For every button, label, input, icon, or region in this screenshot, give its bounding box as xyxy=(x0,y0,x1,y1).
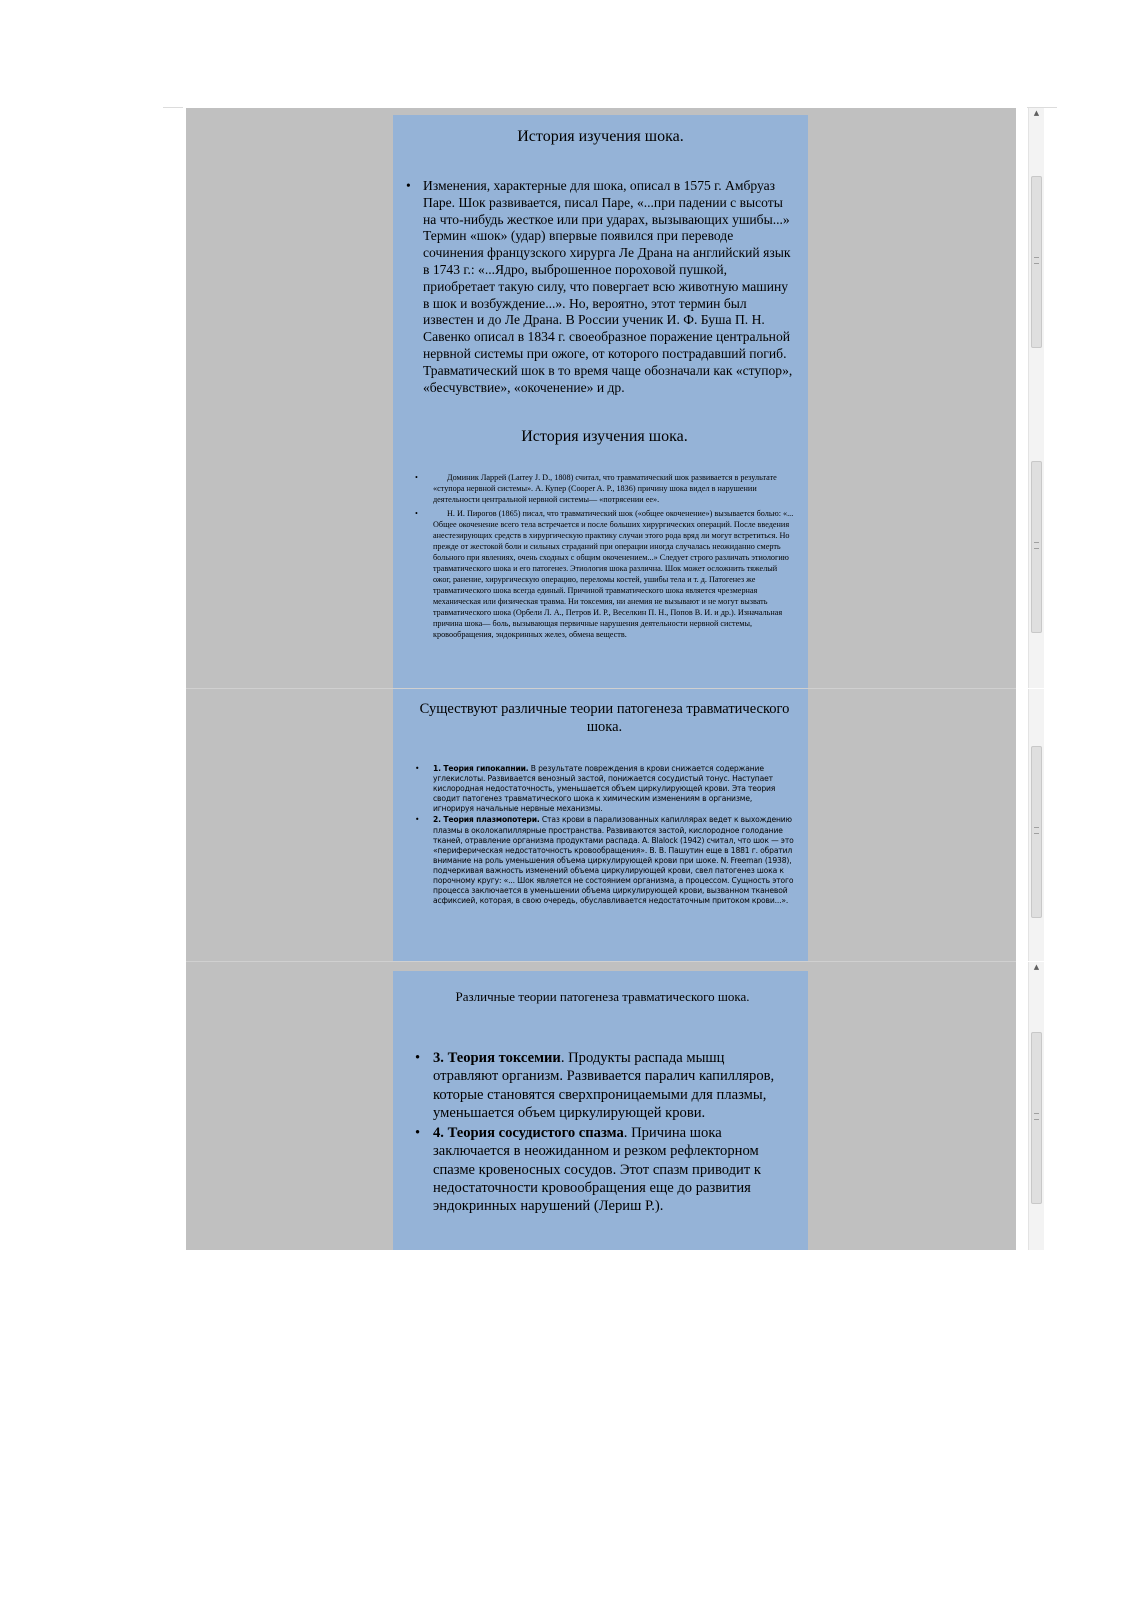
bullet-icon: • xyxy=(415,473,418,482)
bullet-icon: • xyxy=(415,1050,421,1066)
bullet-text: Стаз крови в парализованных капиллярах ведет к выхождению плазмы в околокапиллярные пространства. Развиваются застой, кислородное голодание тканей, отравление организма продуктами распада. A. Blalock (1942) считал, что шок — это «периферическая недостаточность кровообращения». В. В. Пашутин еще в 1881 г. обратил внимание на роль уменьшения объема циркулирующей крови при шоке. N. Freeman (1938), подчеркивая важность изменений объема циркулирующей крови, свел патогенез шока к порочному кругу: «... Шок является не состоянием организма, а процессом. Сущность этого процесса заключается в уменьшении объема циркулирующей крови, вызванном тканевой асфиксией, которая, в свою очередь, обуславливается недостаточным притоком крови...». xyxy=(433,815,794,906)
slide-4 xyxy=(393,971,808,1250)
list-item xyxy=(415,815,794,906)
page-edge-line xyxy=(163,107,183,108)
slide-band xyxy=(186,108,1016,688)
bullet-list xyxy=(415,764,794,906)
bullet-text: . Причина шока заключается в неожиданном и резком рефлекторном спазме кровеносных сосудов. Этот спазм приводит к недостаточности кровообращения еще до развития эндокринных нарушений (Лериш Р.). xyxy=(433,1125,761,1215)
slide-title: История изучения шока. xyxy=(521,428,688,445)
grip-icon xyxy=(1034,257,1039,264)
bullet-text: В результате повреждения в крови снижается содержание углекислоты. Развивается венозный застой, понижается сосудистый тонус. Наступает кислородная недостаточность, уменьшается объем циркулирующей крови. Эта теория сводит патогенез травматического шока к химическим изменениям в организме, игнорируя начальные нервные механизмы. xyxy=(433,764,776,814)
scroll-up-icon[interactable]: ▲ xyxy=(1033,963,1040,971)
scrollbar[interactable] xyxy=(1028,962,1044,1250)
grip-icon xyxy=(1034,827,1039,834)
scroll-thumb[interactable] xyxy=(1031,746,1042,918)
bullet-text: Изменения, характерные для шока, описал в 1575 г. Амбруаз Паре. Шок развивается, писал Паре, «...при падении с высоты на что-нибудь жесткое или при ударах, вызывающих ушибы...» Термин «шок» (удар) впервые появился при переводе сочинения французского хирурга Ле Драна на английский язык в 1743 г.: «...Ядро, выброшенное пороховой пушкой, приобретает такую силу, что повергает всю животную машину в шок и возбуждение...». Но, вероятно, этот термин был известен и до Ле Драна. В России ученик И. Ф. Буша П. Н. Савенко описал в 1834 г. своеобразное поражение центральной нервной системы при ожоге, от которого пострадавший погиб. Травматический шок в то время чаще обозначали как «ступор», «бесчувствие», «окоченение» и др. xyxy=(423,178,793,395)
bullet-text: . Продукты распада мышц отравляют организм. Развивается паралич капилляров, которые становятся сверхпроницаемыми для плазмы, уменьшается объем циркулирующей крови. xyxy=(433,1050,775,1121)
list-item xyxy=(415,508,794,640)
scrollbar[interactable] xyxy=(1028,108,1044,688)
bullet-list xyxy=(406,178,795,396)
bullet-icon: • xyxy=(415,815,420,825)
scrollbar[interactable] xyxy=(1028,689,1044,961)
bullet-icon: • xyxy=(406,178,411,193)
slide-title: История изучения шока. xyxy=(517,128,684,145)
scroll-thumb[interactable] xyxy=(1031,176,1042,348)
bullet-icon: • xyxy=(415,764,420,773)
slide-band xyxy=(186,962,1016,1250)
bullet-list xyxy=(415,472,794,640)
slide-title: Различные теории патогенеза травматического шока. xyxy=(455,989,750,1004)
slide-2 xyxy=(393,401,808,688)
scroll-up-icon[interactable]: ▲ xyxy=(1033,109,1040,117)
theory-heading: 1. Теория гипокапнии. xyxy=(433,764,529,773)
slide-band xyxy=(186,689,1016,961)
slide-1 xyxy=(393,115,808,401)
list-item xyxy=(415,472,794,505)
grip-icon xyxy=(1034,542,1039,549)
bullet-icon: • xyxy=(415,1125,421,1142)
bullet-text: Доминик Ларрей (Larrey J. D., 1808) считал, что травматический шок развивается в результате «ступора нервной системы». А. Купер (Cooper A. P., 1836) причину шока видел в нарушении деятельности центральной нервной системы— «потрясении ее». xyxy=(433,473,777,504)
bullet-text: Н. И. Пирогов (1865) писал, что травматический шок («общее окоченение») вызывается болью: «... Общее окоченение всего тела встречается и после больших хирургических операций. После введения анестезирующих средств в хирургическую практику случаи этого рода вряд ли могут встретиться. Но прежде от жестокой боли и сильных страданий при операции иногда случалась неожиданно смерть больного при явлениях, очень сходных с общим окоченением...» Следует строго различать этиологию травматического шока и его патогенез. Этиология шока различна. Шок может осложнить тяжелый ожог, ранение, хирургическую операцию, переломы костей, ушибы тела и т. д. Патогенез же травматического шока всегда единый. Причиной травматического шока является чрезмерная механическая или физическая травма. Ни токсемия, ни анемия не вызывают и не могут вызвать травматического шока (Орбели Л. А., Петров И. Р., Веселкин П. Н., Попов В. И. и др.). Изначальная причина шока— боль, вызывающая первичные нарушения деятельности нервной системы, кровообращения, эндокринных желез, обмена веществ. xyxy=(433,509,794,639)
theory-heading: 2. Теория плазмопотери. xyxy=(433,815,540,825)
theory-heading: 4. Теория сосудистого спазма xyxy=(433,1125,624,1142)
bullet-icon: • xyxy=(415,509,418,518)
list-item xyxy=(415,1124,790,1215)
grip-icon xyxy=(1034,1113,1039,1120)
list-item xyxy=(415,764,794,814)
slide-title: Существуют различные теории патогенеза травматического шока. xyxy=(419,701,790,735)
scroll-thumb[interactable] xyxy=(1031,461,1042,633)
bullet-list xyxy=(415,1049,790,1216)
slide-3 xyxy=(393,689,808,961)
list-item xyxy=(406,178,795,396)
scroll-thumb[interactable] xyxy=(1031,1032,1042,1204)
theory-heading: 3. Теория токсемии xyxy=(433,1050,561,1066)
list-item xyxy=(415,1049,790,1122)
